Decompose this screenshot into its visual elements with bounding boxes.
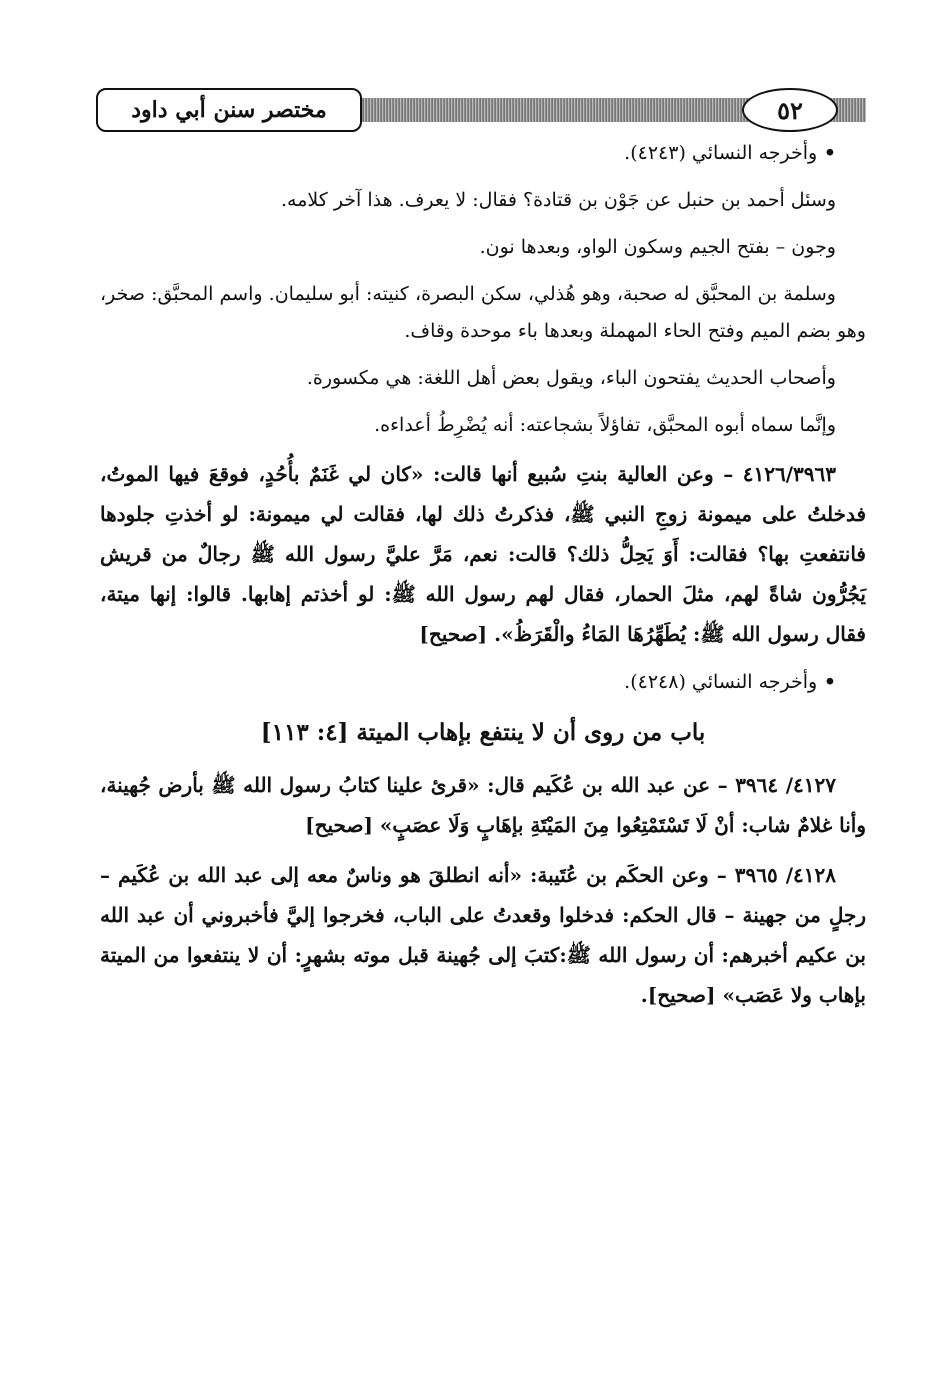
header-decorative-bar xyxy=(351,98,756,122)
bullet-icon: • xyxy=(817,142,836,164)
paragraph-bullet xyxy=(100,135,866,172)
page-number: ٥٢ xyxy=(742,88,838,132)
book-title: مختصر سنن أبي داود xyxy=(96,88,362,132)
bullet-icon: • xyxy=(817,671,836,693)
page-header xyxy=(96,88,866,132)
hadith-4127: ٤١٢٧/ ٣٩٦٤ – عن عبد الله بن عُكَيم قال: «قرئ علينا كتابُ رسول الله ﷺ بأرض جُهينة، وأنا غلامٌ شاب: أنْ لَا تَسْتَمْتِعُوا مِنَ المَيْتَةِ بإهَابٍ وَلَا عصَبٍ» [صحيح] xyxy=(100,773,866,837)
page-body xyxy=(100,135,866,1015)
paragraph: وسلمة بن المحبَّق له صحبة، وهو هُذلي، سكن البصرة، كنيته: أبو سليمان. واسم المحبَّق: صخر، وهو بضم الميم وفتح الحاء المهملة وبعدها باء موحدة وقاف. xyxy=(100,283,866,342)
paragraph-bullet xyxy=(100,664,866,701)
hadith-4128: ٤١٢٨/ ٣٩٦٥ – وعن الحكَم بن عُتَيبة: «أنه انطلقَ هو وناسٌ معه إلى عبد الله بن عُكَيم – رجلٍ من جهينة – قال الحكم: فدخلوا وقعدتُ على الباب، فخرجوا إليَّ فأخبروني أن عبد الله بن عكيم أخبرهم: أن رسول الله ﷺ:كتبَ إلى جُهينة قبل موته بشهرٍ: أن لا ينتفعوا من الميتة بإهاب ولا عَصَب» [صحيح]. xyxy=(100,863,866,1007)
paragraph: وجون – بفتح الجيم وسكون الواو، وبعدها نون. xyxy=(479,236,836,258)
paragraph: وسئل أحمد بن حنبل عن جَوْن بن قتادة؟ فقال: لا يعرف. هذا آخر كلامه. xyxy=(281,189,836,211)
hadith-4126: ٤١٢٦/٣٩٦٣ – وعن العالية بنتِ سُبيع أنها قالت: «كان لي غَنَمٌ بأُحُدٍ، فوقعَ فيها الموتُ، فدخلتُ على ميمونة زوجِ النبي ﷺ، فذكرتُ ذلك لها، فقالت لي ميمونة: لو أخذتِ جلودها فانتفعتِ بها؟ فقالت: أَوَ يَحِلُّ ذلك؟ قالت: نعم، مَرَّ عليَّ رسول الله ﷺ رجالٌ من قريش يَجُرُّون شاةً لهم، مثلَ الحمار، فقال لهم رسول الله ﷺ: لو أخذتم إهابها. قالوا: إنها ميتة، فقال رسول الله ﷺ: يُطَهِّرُهَا المَاءُ والْقَرَظُ». [صحيح] xyxy=(100,462,866,646)
chapter-heading: باب من روى أن لا ينتفع بإهاب الميتة [٤: ١١٣] xyxy=(260,719,706,746)
paragraph-text: وأخرجه النسائي (٤٢٤٨). xyxy=(624,671,818,693)
paragraph: وإنَّما سماه أبوه المحبَّق، تفاؤلاً بشجاعته: أنه يُضْرِطُ أعداءه. xyxy=(374,414,836,436)
paragraph-text: وأخرجه النسائي (٤٢٤٣). xyxy=(624,142,818,164)
paragraph: وأصحاب الحديث يفتحون الباء، ويقول بعض أهل اللغة: هي مكسورة. xyxy=(306,367,836,389)
